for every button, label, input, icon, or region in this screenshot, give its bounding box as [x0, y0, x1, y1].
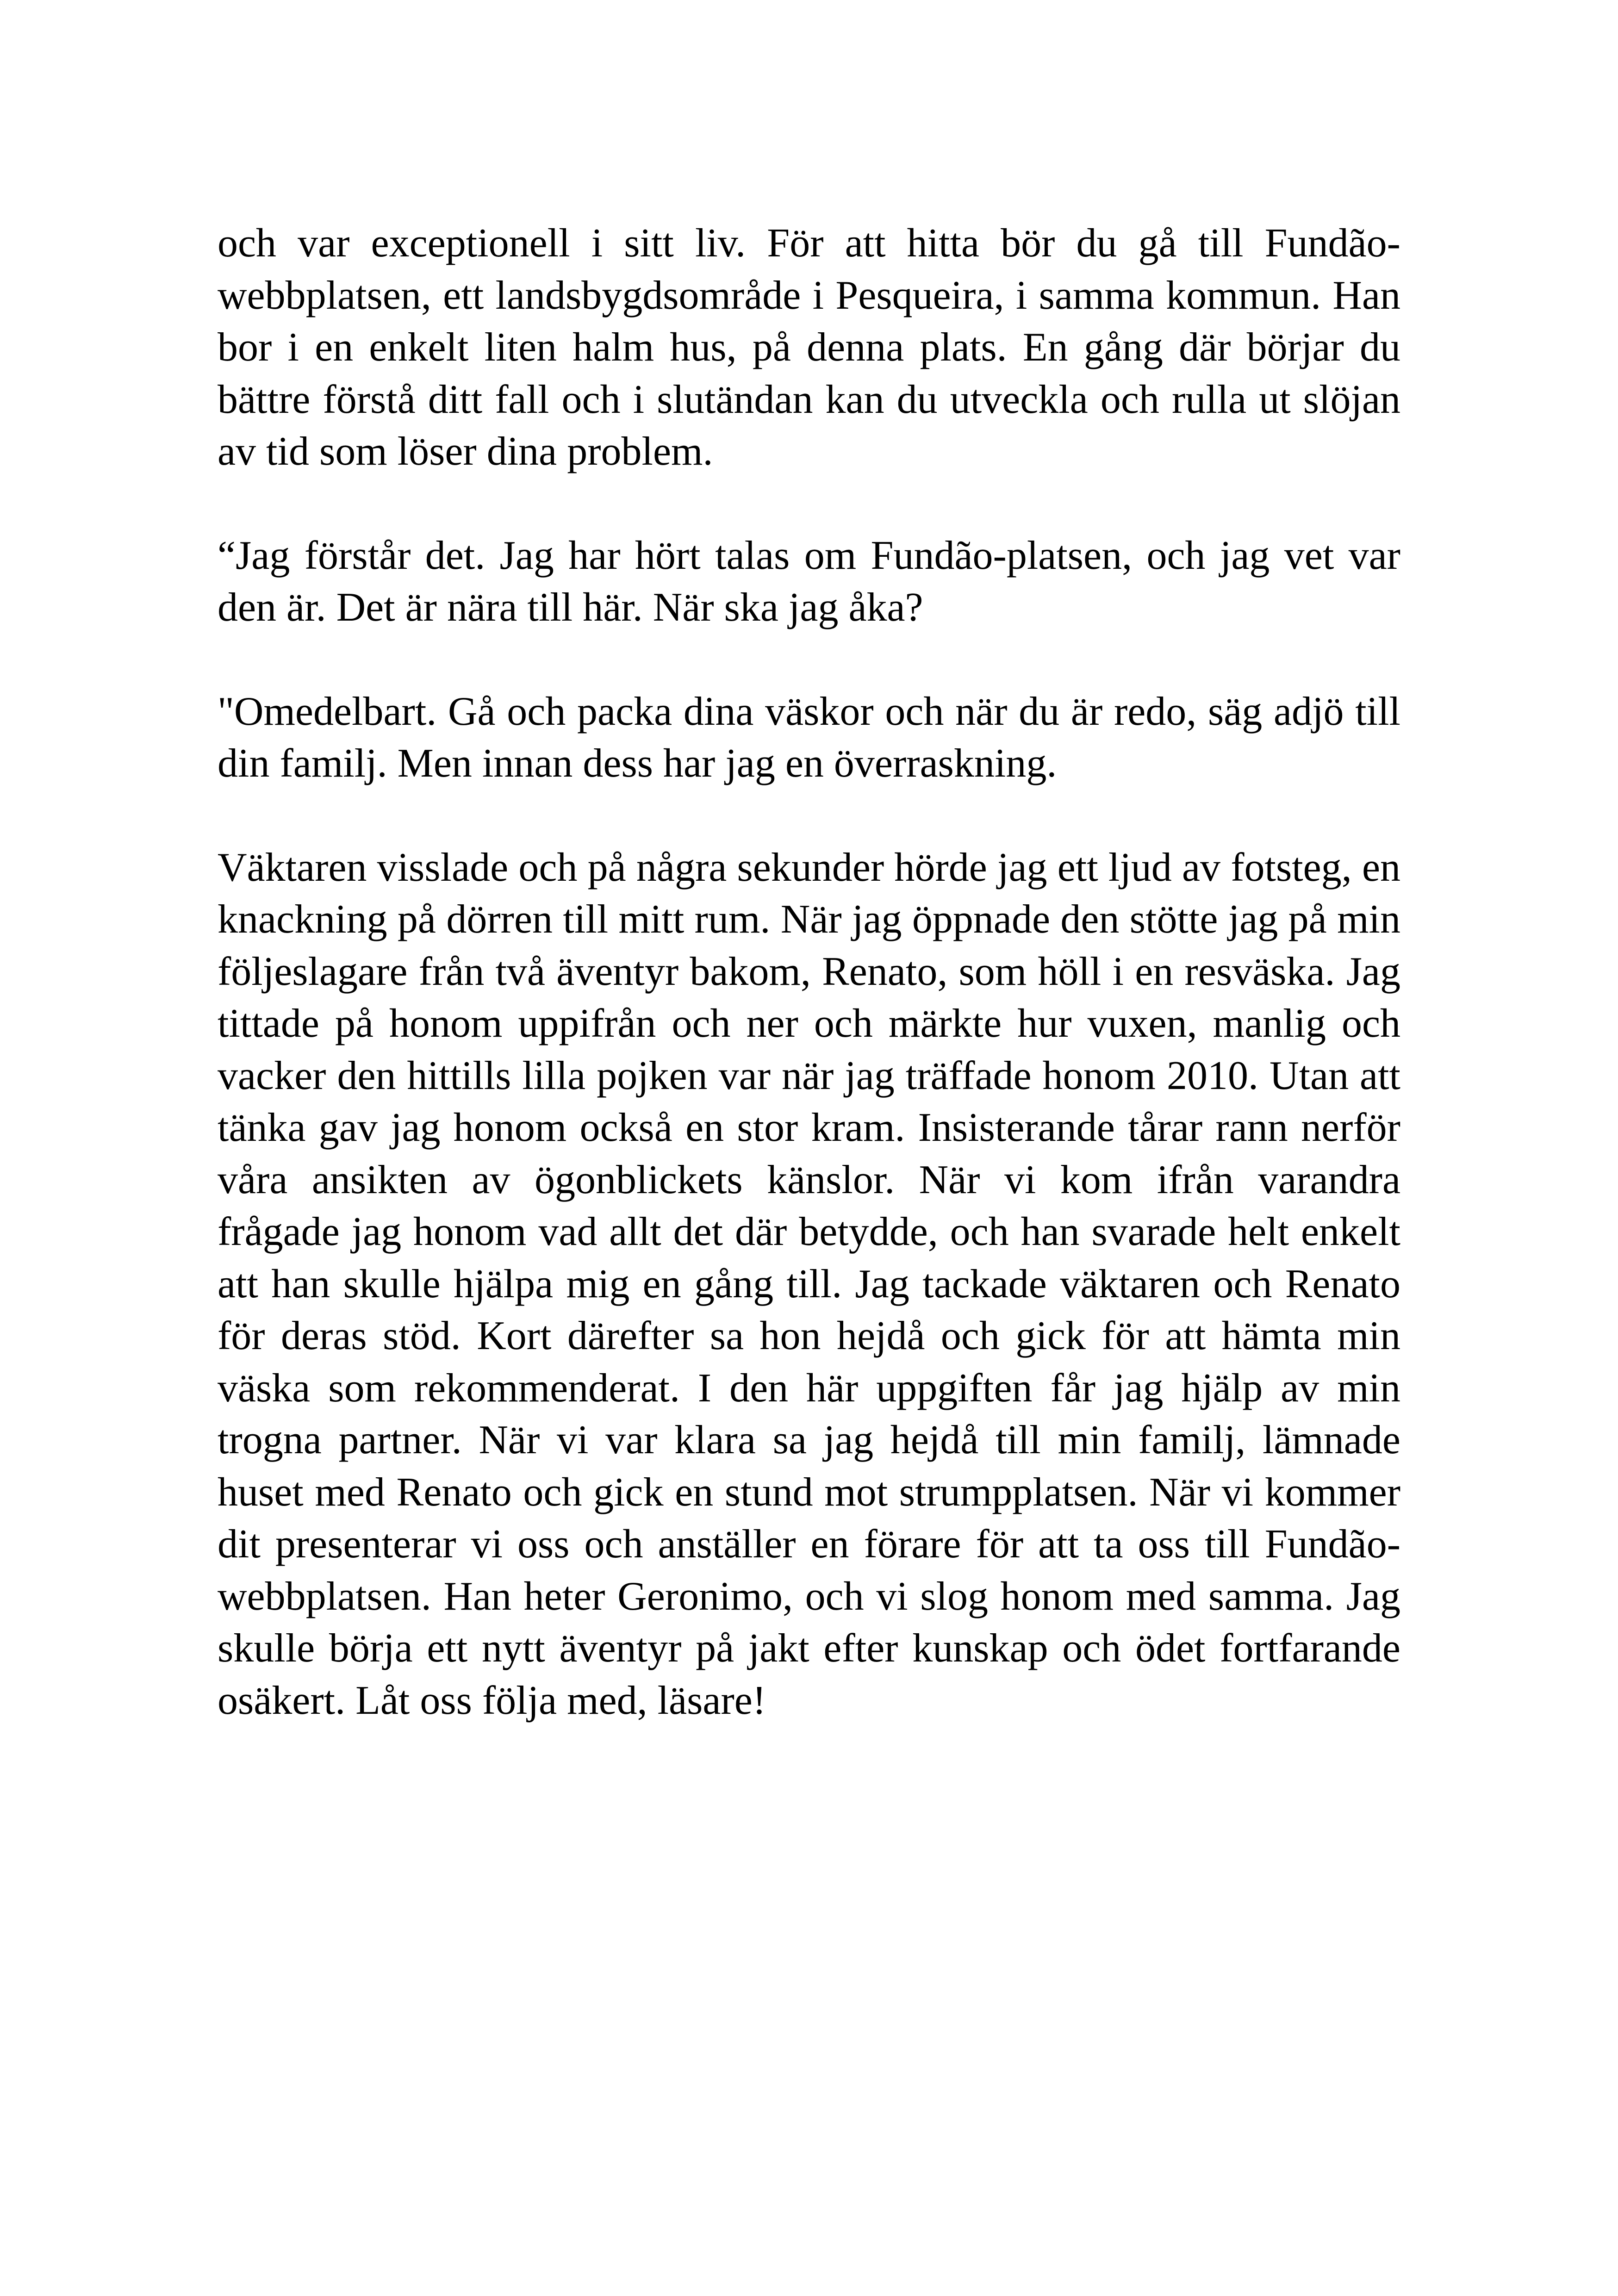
body-text: [218, 218, 1400, 1727]
paragraph-1: och var exceptionell i sitt liv. För att hitta bör du gå till Fundão-webbplatsen, ett landsbygdsområde i Pesqueira, i samma kommun. Han bor i en enkelt liten halm hus, på denna plats. En gång där börjar du bättre förstå ditt fall och i slutändan kan du utveckla och rulla ut slöjan av tid som löser dina problem.: [218, 221, 1400, 474]
paragraph-3: "Omedelbart. Gå och packa dina väskor och när du är redo, säg adjö till din familj. Men innan dess har jag en överraskning.: [218, 689, 1400, 786]
paragraph-2: “Jag förstår det. Jag har hört talas om Fundão-platsen, och jag vet var den är. Det är nära till här. När ska jag åka?: [218, 533, 1400, 630]
paragraph-4: Väktaren visslade och på några sekunder hörde jag ett ljud av fotsteg, en knackning på dörren till mitt rum. När jag öppnade den stötte jag på min följeslagare från två äventyr bakom, Renato, som höll i en resväska. Jag tittade på honom uppifrån och ner och märkte hur vuxen, manlig och vacker den hittills lilla pojken var när jag träffade honom 2010. Utan att tänka gav jag honom också en stor kram. Insisterande tårar rann nerför våra ansikten av ögonblickets känslor. När vi kom ifrån varandra frågade jag honom vad allt det där betydde, och han svarade helt enkelt att han skulle hjälpa mig en gång till. Jag tackade väktaren och Renato för deras stöd. Kort därefter sa hon hejdå och gick för att hämta min väska som rekommenderat. I den här uppgiften får jag hjälp av min trogna partner. När vi var klara sa jag hejdå till min familj, lämnade huset med Renato och gick en stund mot strumpplatsen. När vi kommer dit presenterar vi oss och anställer en förare för att ta oss till Fundão-webbplatsen. Han heter Geronimo, och vi slog honom med samma. Jag skulle börja ett nytt äventyr på jakt efter kunskap och ödet fortfarande osäkert. Låt oss följa med, läsare!: [218, 845, 1400, 1723]
